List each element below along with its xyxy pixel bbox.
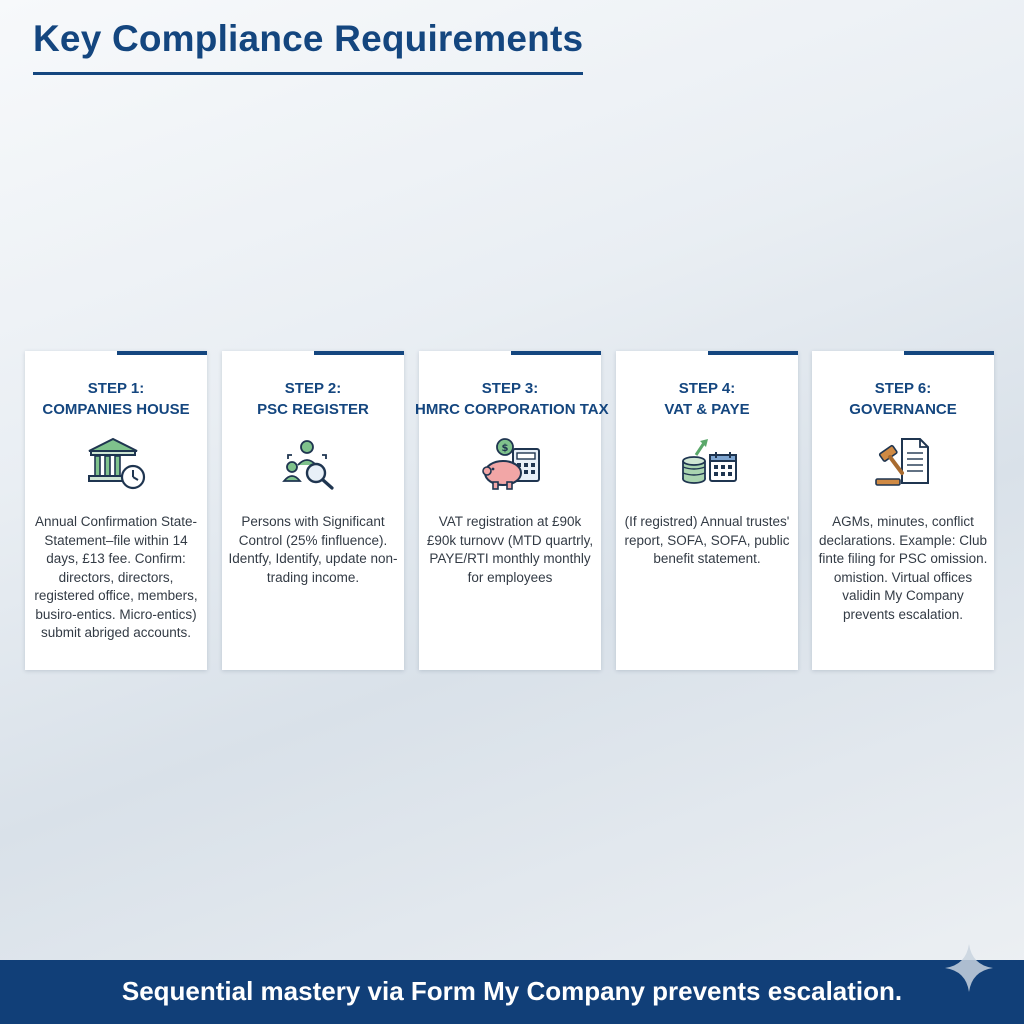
page-title: Key Compliance Requirements — [33, 18, 584, 59]
step-label: STEP 4: — [678, 380, 736, 397]
step-description: Persons with Significant Control (25% finfluence). Identfy, Identify, update non-trading income. — [228, 514, 398, 585]
step-name: VAT & PAYE — [664, 401, 750, 418]
card-accent-bar — [314, 351, 404, 355]
step-description: (If registred) Annual trustes' report, SOFA, SOFA, public benefit statement. — [624, 514, 790, 566]
step-label: STEP 1: — [87, 380, 145, 397]
bank-clock-icon — [81, 435, 151, 491]
step-name: PSC REGISTER — [257, 401, 369, 418]
step-card-governance — [812, 351, 994, 670]
step-card-psc-register — [222, 351, 404, 670]
step-card-vat-paye — [616, 351, 798, 670]
gavel-document-icon — [868, 435, 938, 491]
step-card-companies-house — [25, 351, 207, 670]
step-label: STEP 3: — [481, 380, 539, 397]
step-description: VAT registration at £90k £90k turnovv (MTD quartrly, PAYE/RTI monthly monthly for employees — [426, 514, 594, 585]
person-search-icon — [278, 435, 348, 491]
step-name: HMRC CORPORATION TAX — [415, 401, 609, 418]
svg-text:$: $ — [501, 443, 509, 454]
footer-tagline: Sequential mastery via Form My Company prevents escalation. — [121, 976, 903, 1006]
step-name: GOVERNANCE — [849, 401, 957, 418]
footer-banner — [0, 960, 1024, 1024]
step-label: STEP 6: — [874, 380, 932, 397]
sparkle-icon — [943, 942, 995, 994]
step-card-hmrc-corporation-tax — [415, 351, 609, 670]
step-name: COMPANIES HOUSE — [42, 401, 190, 418]
step-description: Annual Confirmation State-Statement–file within 14 days, £13 fee. Confirm: directors, directors, registered office, members, busiro-entics. Micro-entics) submit abriged accounts. — [34, 514, 198, 640]
step-label: STEP 2: — [284, 380, 342, 397]
card-accent-bar — [708, 351, 798, 355]
card-accent-bar — [904, 351, 994, 355]
title-underline — [33, 72, 583, 75]
step-description: AGMs, minutes, conflict declarations. Example: Club finte filing for PSC omission. omistion. Virtual offices validin My Company prevents escalation. — [818, 514, 988, 622]
card-accent-bar — [511, 351, 601, 355]
coins-calendar-icon — [672, 435, 742, 491]
piggy-bank-calculator-icon — [475, 435, 545, 491]
card-accent-bar — [117, 351, 207, 355]
